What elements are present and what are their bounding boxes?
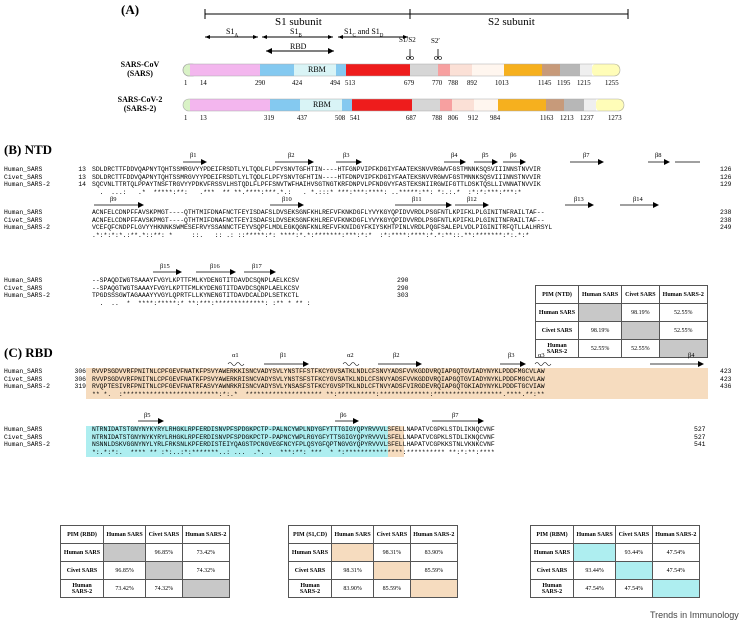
s1cd-label: $S1_C$ and $S1_D$ bbox=[344, 27, 384, 39]
sars-bar bbox=[183, 64, 620, 76]
scissors-icon-s1s2 bbox=[407, 49, 414, 60]
ntd-secondary-structure-row3 bbox=[0, 263, 400, 277]
ntd-alignment-row2: Human_SARS ACNFELCDNPFFAVSKPMGT----QTHTMIFDNAFNCTFEYISDAFSLDVSEKSGNFKHLREFVFKNKDGFLYVYKGYQPIDVVRDLPSGFNTLKPIFKLPLGINITNFRAILTAF-- Civet_SARS ACNFELCDNPFFAVSKPMGT----QTHTMIFDNAFNCTFEYISDAFSLDVSEKSGNFKHLREFVFKNKDGFLYVYKGYQPIDVVRDLPSGFNTLKPIFKLPLGINITNFRAILTAF-- Human_SARS-2 VCEFQFCNDPFLGVYYHKNNKSWMESEFRVYSSANNCTFEYVSQPFLMDLEGKQGNFKNLREFVFKNIDGYFKIYSKHTPINLVRDLPQGFSALEPLVDLPIGINITRFQTLLALHRSYL .*:*:*:*.:**.*::**: * ::. :: .: ::*****:*: ****:*.*:*******:***:*:* :*:****:****:*.*:**::.**:*******:*:.*:* bbox=[4, 209, 553, 239]
s1-subunit-label: S1 subunit bbox=[275, 16, 322, 28]
sars2-bar bbox=[183, 99, 624, 111]
sars-genome-name: SARS-CoV (SARS) bbox=[120, 60, 160, 78]
scissors-icon-s2prime bbox=[435, 49, 442, 60]
panel-b-label: (B) NTD bbox=[4, 142, 53, 157]
rbd-label: RBD bbox=[290, 42, 307, 51]
sars2-genome-name: SARS-CoV-2 (SARS-2) bbox=[117, 95, 163, 113]
s2-subunit-label: S2 subunit bbox=[488, 16, 535, 28]
panel-a-label: (A) bbox=[121, 2, 140, 17]
rbd-alignment-row2: Human_SARS NTRNIDATSTGNYNYKYRYLRHGKLRPFERDISNVPFSPDGKPCTP-PALNCYWPLNDYGFYTTTGIGYQPYRVVVLSFELLNAPATVCGPKLSTDLIKNQCVNF Civet_SARS NTRNIDATSTGNYNYKYRYLRHGKLRPFERDISNVPFSPDGKPCTP-PAPNCYWPLRGYGFYTTSGIGYQPYRVVVLSFELLNAPATVCGPKLSTDLIKNQCVNF Human_SARS-2 NSNNLDSKVGGNYNYLYRLFRKSNLKPFERDISTEIYQAGSTPCNGVEGFNCYFPLQSYGFQPTNGVGYQPYRVVVLSFELLHAPATVCGPKKSTNLVKNKCVNF *:.*:*:. **** ** :*:..:*:*******..: ... .*. . ***:**: *** * *:***************:********** **:*:**:**** bbox=[4, 426, 495, 456]
ntd-secondary-structure-row1 bbox=[0, 152, 748, 166]
journal-footer: Trends in Immunology bbox=[650, 610, 739, 620]
rbd-alignment-row1: Human_SARS 306 RVVPSGDVVRFPNITNLCPFGEVFNATKFPSVYAWERKKISNCVADYSVLYNSTFFSTFKCYGVSATKLNDLCFSNVYADSFVVKGDDVRQIAPGQTGVIADYNYKLPDDFMGCVLAW Civet_SARS 306 RVVPSGDVVRFPNITNLCPFGEVFNATKFPSVYAWERKRISNCVADYSVLYNSTSFSTFKCYGVSATKLNDLCFSNVYADSFVVKGDDVRQIAPGQTGVIADYNYKLPDDFMGCVLAW Human_SARS-2 319 RVQPTESIVRFPNITNLCPFGEVFNATRFASVYAWNRKRISNCVADYSVLYNSASFSTFKCYGVSPTKLNDLCFTNVYADSFVIRGDEVRQIAPGQTGKIADYNYKLPDDFTGCVIAW ** *. :*************************:*:.* ******************** **:**********:*************:******************.****.**:** bbox=[4, 368, 545, 398]
pim-table-s1cd: PIM (S1ₐCD) Human SARS Civet SARS Human SARS-2 Human SARS 98.31% 83.90% Civet SARS 98.31% 85.59% Human SARS-2 83.90% 85.59% bbox=[288, 525, 458, 598]
rbd-secondary-structure-row1 bbox=[0, 352, 748, 368]
pim-table-rbd: PIM (RBD) Human SARS Civet SARS Human SARS-2 Human SARS 96.85% 73.42% Civet SARS 96.85% 74.32% Human SARS-2 73.42% 74.32% bbox=[60, 525, 230, 598]
rbd-secondary-structure-row2 bbox=[0, 412, 748, 426]
rbm-label-sars: RBM bbox=[308, 65, 326, 74]
s1b-label: $S1_B$ bbox=[290, 27, 302, 39]
rbm-label-sars2: RBM bbox=[313, 100, 331, 109]
ntd-alignment-row3: Human_SARS --SPAQDIWGTSAAAYFVGYLKPTTFMLKYDENGTITDAVDCSQNPLAELKCSV Civet_SARS --SPAQGTWGTSAAAYFVGYLKPTTFMLKYDENGTITDAVDCSQNPLAELKCSV Human_SARS-2 TPGDSSSGWTAGAAAYYVGYLQPRTFLLKYNENGTITDAVDCALDPLSETKCTL . .. * ****:*****:* **:***:*************: :** * ** : bbox=[4, 277, 311, 307]
s1a-label: $S1_A$ bbox=[226, 27, 239, 39]
panel-c-label: (C) RBD bbox=[4, 345, 53, 360]
ntd-alignment-row1: Human_SARS 13 SDLDRCTTFDDVQAPNYTQHTSSMRGVYYPDEIFRSDTLYLTQDLFLPFYSNVTGFHTIN----HTFGNPVIPFKDGIYFAATEKSNVVRGWVFGSTMNNKSQSVIIINNSTNVVIR Civet_SARS 13 SDLDRCTTFDDVQAPNYTQHTSSMRGVYYPDEIFRSDTLYLTQDLFLPFYSNVTGFHTIN----HTFDNPVIPFKDGIYFAATEKSNVVRGWVFGSTMNNKSQSVIIINNSTNVVIR Human_SARS-2 14 SQCVNLTTRTQLPPAYTNSFTRGVYYPDKVFRSSVLHSTQDLFLPFFSNVTWFHAIHVSGTNGTKRFDNPVLPFNDGVYFASTEKSNIIRGWIFGTTLDSKTQSLLIVNNATNVVIK . ...: .* *****:**: .*** ** **.****:***.*.: . *.:::* ***:***:****: ..*****:**: *:.:.* :*:*:***:***:* bbox=[4, 166, 541, 196]
s2prime-label: S2′ bbox=[431, 37, 440, 45]
pim-table-rbm: PIM (RBM) Human SARS Civet SARS Human SARS-2 Human SARS 93.44% 47.54% Civet SARS 93.44% 47.54% Human SARS-2 47.54% 47.54% bbox=[530, 525, 700, 598]
pim-table-ntd: PIM (NTD) Human SARS Civet SARS Human SARS-2 Human SARS 98.19% 52.55% Civet SARS 98.19% 52.55% Human SARS-2 52.55% 52.55% bbox=[535, 285, 708, 358]
s1s2-label: S1/S2 bbox=[399, 36, 416, 44]
